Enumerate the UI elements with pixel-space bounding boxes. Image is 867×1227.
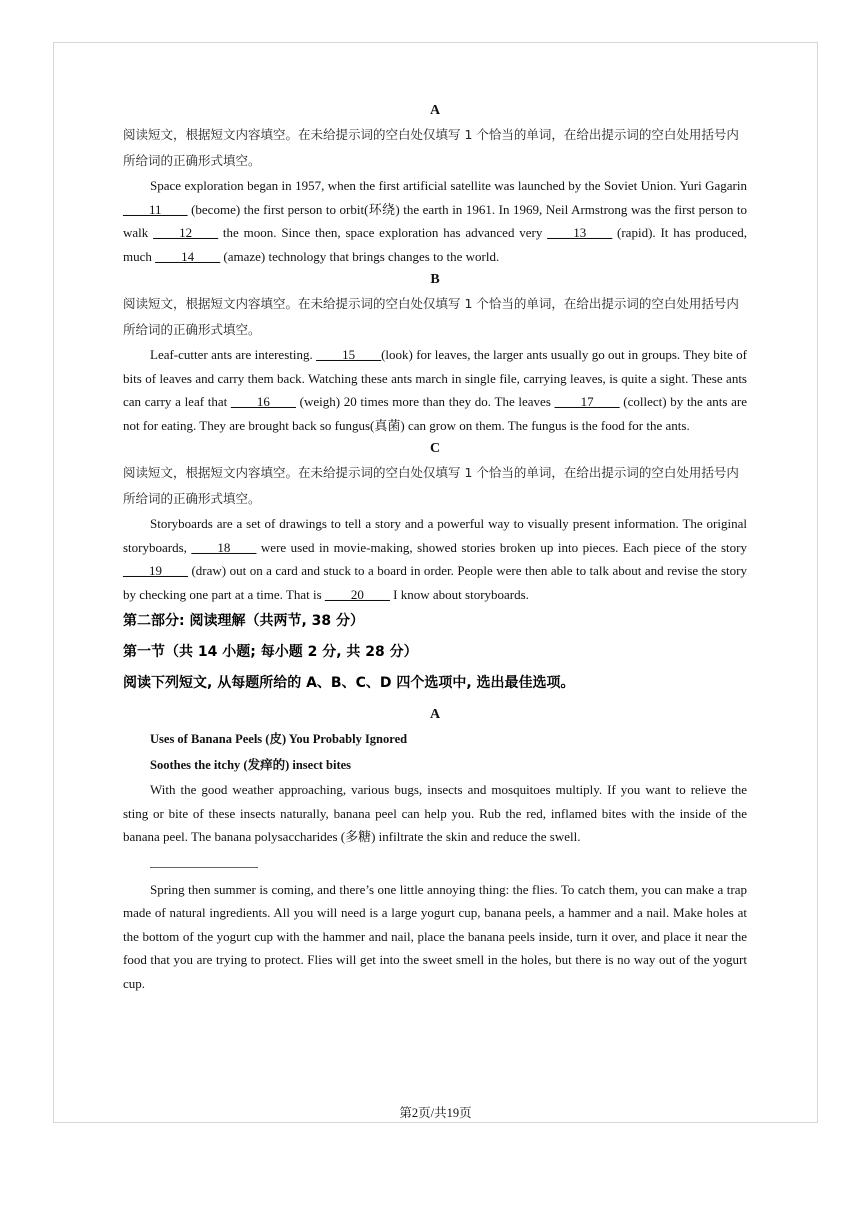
passage-text: the moon. Since then, space exploration has advanced very (218, 225, 548, 240)
reading-a-heading: A (429, 707, 441, 722)
blank-11[interactable]: ____11____ (123, 201, 188, 217)
blank-20[interactable]: ____20____ (324, 586, 390, 602)
section-1-title: 第一节（共 14 小题; 每小题 2 分, 共 28 分） (123, 644, 418, 660)
document-page (53, 42, 818, 1123)
part-2-title: 第二部分: 阅读理解（共两节, 38 分） (123, 613, 365, 629)
section-c-heading: C (429, 441, 441, 456)
passage-text: I know about storyboards. (389, 586, 529, 602)
section-b-instruction: 阅读短文，根据短文内容填空。在未给提示词的空白处仅填写 1 个恰当的单词，在给出提示词的空白处用括号内所给词的正确形式填空。 (123, 296, 739, 337)
section-c-passage (123, 512, 747, 606)
blank-18[interactable]: ____18____ (191, 539, 257, 555)
passage-text: Space exploration began in 1957, when the first artificial satellite was launched by the Soviet Union. Yuri Gagarin (150, 178, 747, 193)
passage-text: (look) for leaves, the larger ants usually go out in groups. They bite of bits of leaves and carry them back. Watching these ants march in single file, carrying leaves, is quite a sight. These ants can carry a leaf that (123, 347, 747, 409)
passage-text: Storyboards are a set of drawings to tell a story and a powerful way to visually present information. The original storyboards, (123, 516, 747, 555)
answer-blank-line[interactable] (150, 867, 258, 868)
article-paragraph-1: With the good weather approaching, various bugs, insects and mosquitoes multiply. If you want to relieve the sting or bite of these insects naturally, banana peel can help you. Rub the red, inflamed bites with the inside of the banana peel. The banana polysaccharides (多糖) infiltrate the skin and reduce the swell. (123, 782, 747, 844)
blank-16[interactable]: ____16____ (230, 394, 296, 409)
blank-14[interactable]: ____14____ (155, 248, 221, 264)
article-subheading: Soothes the itchy (发痒的) insect bites (150, 758, 352, 772)
passage-text: were used in movie-making, showed stories broken up into pieces. Each piece of the story (256, 539, 747, 555)
article-title: Uses of Banana Peels (皮) You Probably Ignored (150, 732, 408, 746)
page-content (123, 99, 747, 995)
passage-text: (weigh) 20 times more than they do. The leaves (295, 394, 555, 409)
blank-13[interactable]: ____13____ (547, 225, 613, 240)
blank-15[interactable]: ____15____ (316, 347, 382, 362)
section-a-passage (123, 174, 747, 268)
passage-text: (rapid). It has produced, much (123, 225, 748, 264)
section-a-instruction: 阅读短文，根据短文内容填空。在未给提示词的空白处仅填写 1 个恰当的单词，在给出提示词的空白处用括号内所给词的正确形式填空。 (123, 127, 739, 168)
section-b-heading: B (430, 272, 440, 287)
article-paragraph-2: Spring then summer is coming, and there’s one little annoying thing: the flies. To catch them, you can make a trap made of natural ingredients. All you will need is a large yogurt cup, banana peels, a hammer and a nail. Make holes at the bottom of the yogurt cup with the hammer and nail, place the banana peels inside, turn it over, and place it near the food that you are trying to protect. Flies will get into the sweet smell in the holes, but there is no way out of the yogurt cup. (123, 881, 747, 991)
section-c-instruction: 阅读短文，根据短文内容填空。在未给提示词的空白处仅填写 1 个恰当的单词，在给出提示词的空白处用括号内所给词的正确形式填空。 (123, 465, 739, 506)
passage-text: (collect) by the ants are not for eating. They are brought back so fungus(真菌) can grow on them. The fungus is the food for the ants. (123, 394, 748, 433)
passage-text: (amaze) technology that brings changes to the world. (220, 248, 500, 264)
passage-text: (become) the first person to orbit(环绕) the earth in 1961. In 1969, Neil Armstrong was the first person to walk (123, 201, 747, 240)
section-b-passage (123, 343, 747, 437)
blank-12[interactable]: ____12____ (153, 225, 219, 240)
blank-17[interactable]: ____17____ (554, 394, 620, 409)
reading-directions: 阅读下列短文, 从每题所给的 A、B、C、D 四个选项中, 选出最佳选项。 (123, 675, 575, 691)
passage-text: Leaf-cutter ants are interesting. (150, 347, 317, 362)
section-a-heading: A (429, 103, 441, 118)
blank-19[interactable]: ____19____ (123, 563, 188, 578)
page-footer: 第2页/共19页 (399, 1106, 472, 1120)
passage-text: (draw) out on a card and stuck to a board in order. People were then able to talk about and revise the story by checking one part at a time. That is (123, 563, 747, 602)
